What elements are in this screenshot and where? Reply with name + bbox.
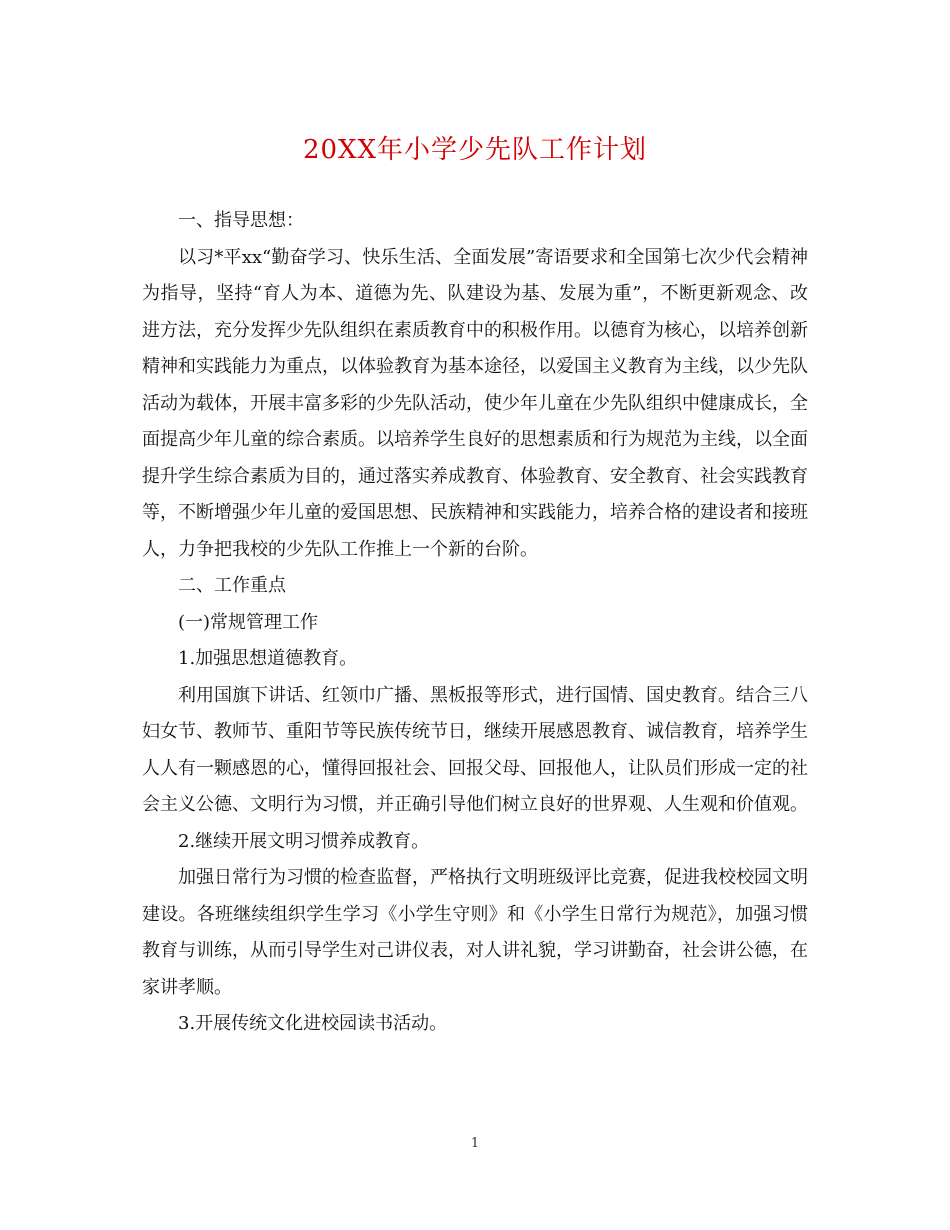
paragraph-item-1-body: 利用国旗下讲话、红领巾广播、黑板报等形式，进行国情、国史教育。结合三八妇女节、教师节、重阳节等民族传统节日，继续开展感恩教育、诚信教育，培养学生人人有一颗感恩的心，懂得回报社会、回报父母、回报他人，让队员们形成一定的社会主义公德、文明行为习惯，并正确引导他们树立良好的世界观、人生观和价值观。	[142, 684, 808, 815]
paragraph-item-2-body: 加强日常行为习惯的检查监督，严格执行文明班级评比竞赛，促进我校校园文明建设。各班继续组织学生学习《小学生守则》和《小学生日常行为规范》，加强习惯教育与训练，从而引导学生对己讲仪表，对人讲礼貌，学习讲勤奋，社会讲公德，在家讲孝顺。	[142, 867, 808, 998]
document-title: 20XX年小学少先队工作计划	[302, 135, 648, 165]
paragraph-item-3-heading: 3.开展传统文化进校园读书活动。	[178, 1013, 448, 1034]
page-number: 1	[470, 1136, 480, 1151]
paragraph-heading-work-focus: 二、工作重点	[178, 575, 286, 596]
paragraph-subheading-routine-management: (一)常规管理工作	[178, 611, 319, 633]
paragraph-item-2-heading: 2.继续开展文明习惯养成教育。	[178, 830, 430, 852]
paragraph-guiding-thought-body: 以习*平xx“勤奋学习、快乐生活、全面发展”寄语要求和全国第七次少代会精神为指导，坚持“育人为本、道德为先、队建设为基、发展为重”，不断更新观念、改进方法，充分发挥少先队组织在素质教育中的积极作用。以德育为核心，以培养创新精神和实践能力为重点，以体验教育为基本途径，以爱国主义教育为主线，以少先队活动为载体，开展丰富多彩的少先队活动，使少年儿童在少先队组织中健康成长，全面提高少年儿童的综合素质。以培养学生良好的思想素质和行为规范为主线，以全面提升学生综合素质为目的，通过落实养成教育、体验教育、安全教育、社会实践教育等，不断增强少年儿童的爱国思想、民族精神和实践能力，培养合格的建设者和接班人，力争把我校的少先队工作推上一个新的台阶。	[142, 246, 808, 560]
paragraph-item-1-heading: 1.加强思想道德教育。	[178, 648, 358, 669]
paragraph-heading-guiding-thought: 一、指导思想：	[178, 210, 304, 231]
document-body	[142, 203, 808, 1043]
